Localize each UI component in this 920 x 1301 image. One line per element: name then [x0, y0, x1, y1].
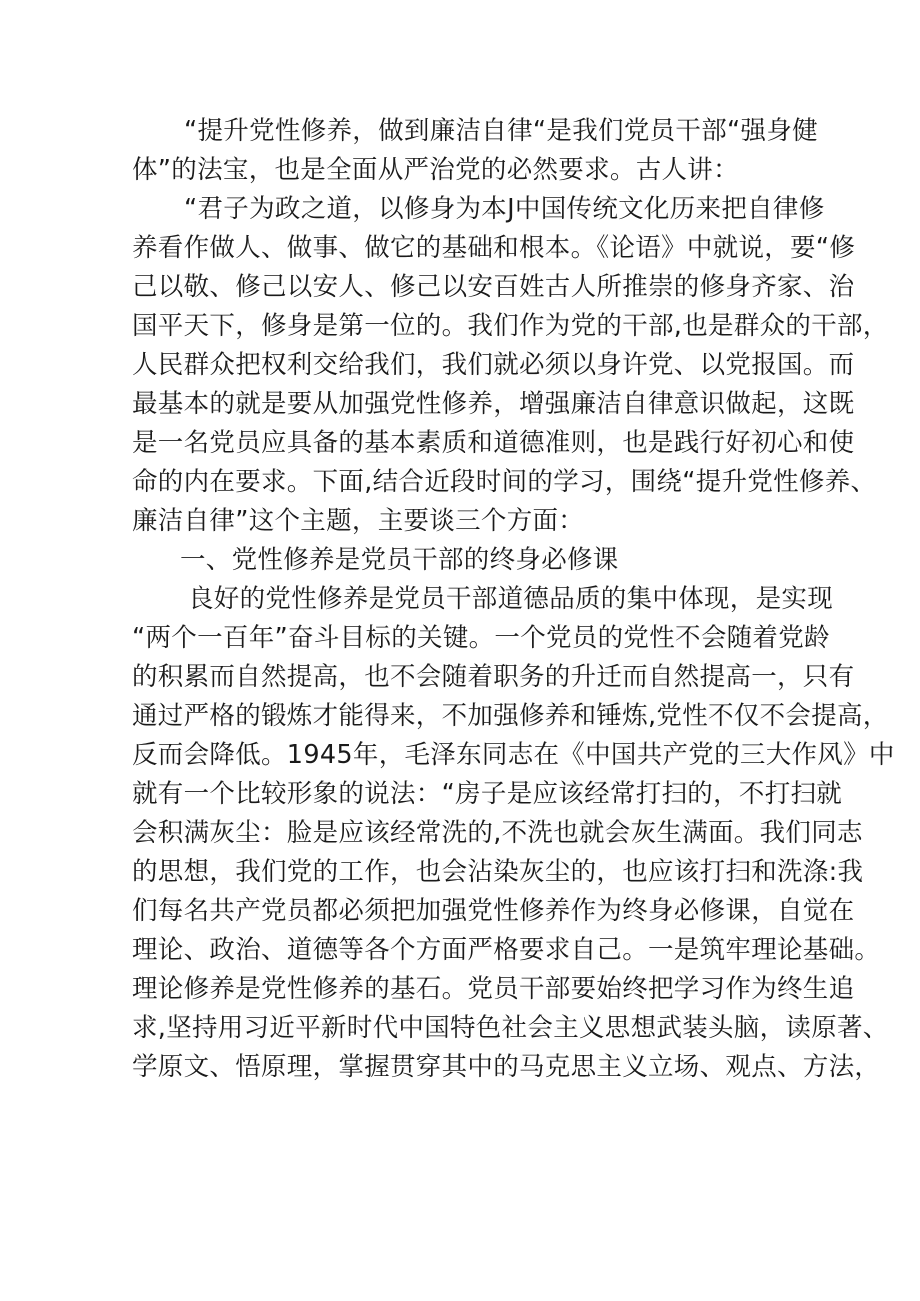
text-line: 国平天下，修身是第一位的。我们作为党的干部,也是群众的干部， — [132, 311, 889, 341]
text-line: 通过严格的锻炼才能得来，不加强修养和锤炼,党性不仅不会提高， — [132, 701, 889, 731]
text-line: 命的内在要求。下面,结合近段时间的学习，围绕“提升党性修养、 — [132, 467, 877, 497]
text-line: 会积满灰尘：脸是应该经常洗的,不洗也就会灰生满面。我们同志 — [132, 818, 863, 848]
text-line: 体”的法宝，也是全面从严治党的必然要求。古人讲： — [132, 155, 739, 185]
text-line: 学原文、悟原理，掌握贯穿其中的马克思主义立场、观点、方法， — [132, 1052, 881, 1082]
text-line: 求,坚持用习近平新时代中国特色社会主义思想武装头脑，读原著、 — [132, 1013, 889, 1043]
text-line: 己以敬、修己以安人、修己以安百姓古人所推崇的修身齐家、治 — [132, 272, 855, 302]
text-line: 反而会降低。1945年，毛泽东同志在《中国共产党的三大作风》中 — [132, 740, 895, 770]
text-line: 养看作做人、做事、做它的基础和根本。《论语》中就说，要“修 — [132, 233, 856, 263]
text-line: 廉洁自律”这个主题，主要谈三个方面： — [132, 506, 585, 536]
text-line: 的积累而自然提高，也不会随着职务的升迁而自然提高一，只有 — [132, 662, 855, 692]
document-body — [132, 112, 895, 1087]
text-line: “两个一百年”奋斗目标的关键。一个党员的党性不会随着党龄 — [132, 623, 830, 653]
text-line: 们每名共产党员都必须把加强党性修养作为终身必修课，自觉在 — [132, 896, 855, 926]
text-line: 的思想，我们党的工作，也会沾染灰尘的，也应该打扫和洗涤:我 — [132, 857, 864, 887]
text-line: “君子为政之道，以修身为本J中国传统文化历来把自律修 — [184, 194, 825, 224]
text-line: 理论、政治、道德等各个方面严格要求自己。一是筑牢理论基础。 — [132, 935, 881, 965]
text-line: 良好的党性修养是党员干部道德品质的集中体现，是实现 — [188, 584, 834, 614]
text-line: 最基本的就是要从加强党性修养，增强廉洁自律意识做起，这既 — [132, 389, 855, 419]
text-line: 就有一个比较形象的说法：“房子是应该经常打扫的，不打扫就 — [132, 779, 843, 809]
text-line: “提升党性修养，做到廉洁自律“是我们党员干部“强身健 — [184, 116, 818, 146]
section-heading: 一、党性修养是党员干部的终身必修课 — [180, 545, 619, 575]
text-line: 理论修养是党性修养的基石。党员干部要始终把学习作为终生追 — [132, 974, 855, 1004]
text-line: 是一名党员应具备的基本素质和道德准则，也是践行好初心和使 — [132, 428, 855, 458]
text-line: 人民群众把权利交给我们，我们就必须以身许党、以党报国。而 — [132, 350, 855, 380]
